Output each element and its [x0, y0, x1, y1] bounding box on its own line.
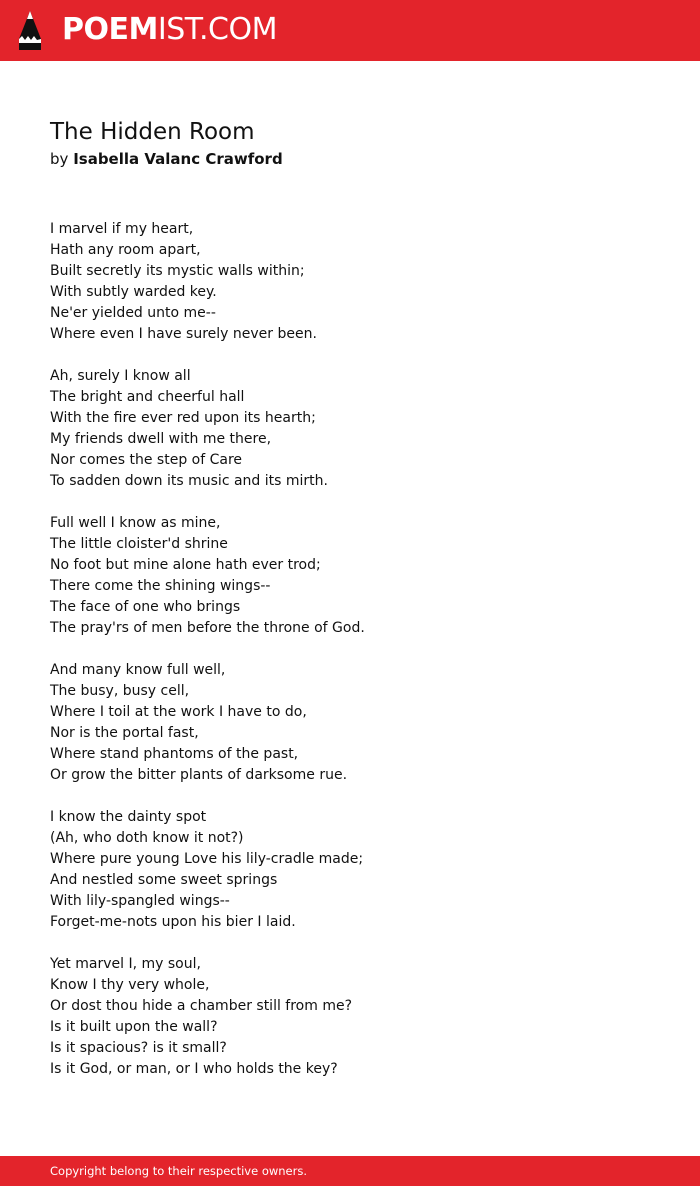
pencil-icon — [18, 10, 42, 52]
poem-line: To sadden down its music and its mirth. — [50, 473, 328, 489]
site-header — [0, 0, 700, 61]
poem-line: Forget-me-nots upon his bier I laid. — [50, 914, 296, 930]
poem-line: The face of one who brings — [50, 599, 241, 615]
poem-line: There come the shining wings-- — [50, 578, 271, 594]
stanza — [50, 219, 650, 345]
site-footer — [0, 1156, 700, 1186]
stanza-gap — [50, 786, 650, 807]
poem-line: No foot but mine alone hath ever trod; — [50, 557, 321, 573]
poem-line: With subtly warded key. — [50, 284, 217, 300]
stanza-gap — [50, 933, 650, 954]
poem-line: Or dost thou hide a chamber still from me? — [50, 998, 353, 1014]
poem-line: My friends dwell with me there, — [50, 431, 272, 447]
site-logo[interactable] — [62, 12, 277, 48]
stanza-gap — [50, 639, 650, 660]
poem-line: Where pure young Love his lily-cradle made; — [50, 851, 364, 867]
poem-line: Is it spacious? is it small? — [50, 1040, 227, 1056]
poem-line: With the fire ever red upon its hearth; — [50, 410, 316, 426]
poem-line: Where I toil at the work I have to do, — [50, 704, 307, 720]
poem-line: Is it God, or man, or I who holds the key? — [50, 1061, 338, 1077]
poem-line: Nor comes the step of Care — [50, 452, 243, 468]
stanza — [50, 954, 650, 1080]
poem-line: Nor is the portal fast, — [50, 725, 199, 741]
poem-line: I know the dainty spot — [50, 809, 207, 825]
poem-line: Where stand phantoms of the past, — [50, 746, 299, 762]
logo-wordmark-strong: POEM — [62, 12, 158, 47]
stanza — [50, 366, 650, 492]
logo-wordmark-light: IST.COM — [157, 12, 277, 47]
poem-line: The pray'rs of men before the throne of God. — [50, 620, 365, 636]
poem-author: Isabella Valanc Crawford — [73, 150, 283, 168]
poem-line: Yet marvel I, my soul, — [50, 956, 201, 972]
poem-line: Where even I have surely never been. — [50, 326, 317, 342]
poem-line: Hath any room apart, — [50, 242, 201, 258]
poem-line: I marvel if my heart, — [50, 221, 194, 237]
poem-line: Ah, surely I know all — [50, 368, 191, 384]
poem-line: (Ah, who doth know it not?) — [50, 830, 244, 846]
poem-line: With lily-spangled wings-- — [50, 893, 230, 909]
stanza — [50, 513, 650, 639]
poem-line: Know I thy very whole, — [50, 977, 210, 993]
poem-line: Is it built upon the wall? — [50, 1019, 218, 1035]
stanza — [50, 807, 650, 933]
poem-body — [50, 219, 650, 1080]
poem-line: Built secretly its mystic walls within; — [50, 263, 305, 279]
stanza-gap — [50, 492, 650, 513]
poem-line: Full well I know as mine, — [50, 515, 221, 531]
stanza-gap — [50, 345, 650, 366]
poem-line: The bright and cheerful hall — [50, 389, 245, 405]
copyright-notice: Copyright belong to their respective owners. — [50, 1164, 308, 1178]
poem-line: Or grow the bitter plants of darksome rue. — [50, 767, 348, 783]
poem-byline — [50, 148, 283, 170]
poem-line: The little cloister'd shrine — [50, 536, 228, 552]
poem-line: The busy, busy cell, — [50, 683, 190, 699]
stanza — [50, 660, 650, 786]
poem-line: Ne'er yielded unto me-- — [50, 305, 216, 321]
poem-line: And nestled some sweet springs — [50, 872, 278, 888]
poem-title: The Hidden Room — [50, 119, 255, 145]
poem-line: And many know full well, — [50, 662, 226, 678]
by-label: by — [50, 150, 69, 168]
